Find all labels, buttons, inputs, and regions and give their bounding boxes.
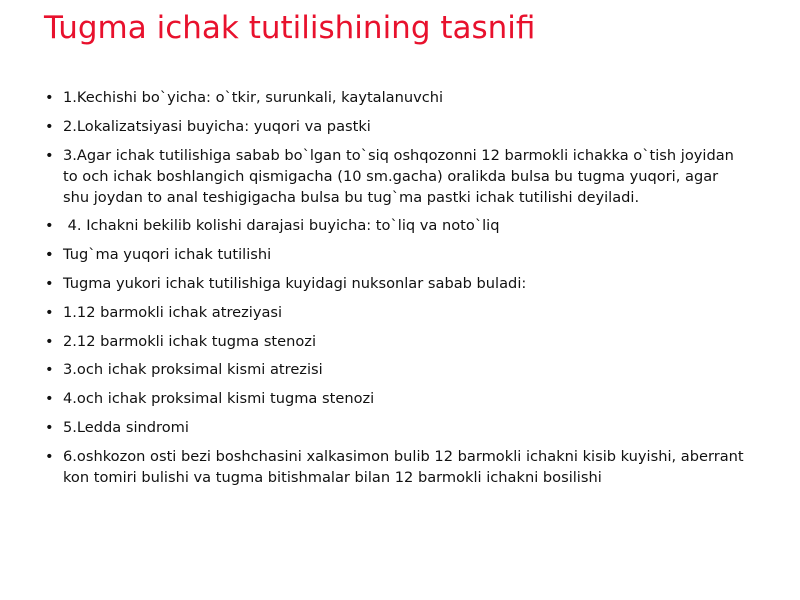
bullet-text: 3.och ichak proksimal kismi atrezisi	[63, 361, 323, 379]
bullet-text: 1.Kechishi bo`yicha: o`tkir, surunkali, kaytalanuvchi	[63, 89, 444, 106]
bullet-item	[45, 388, 745, 409]
bullet-item	[45, 273, 745, 294]
bullet-item	[45, 446, 749, 488]
bullet-text: 2.Lokalizatsiyasi buyicha: yuqori va pastki	[63, 117, 371, 135]
bullet-item	[45, 87, 745, 108]
bullet-item	[45, 302, 745, 323]
bullet-list	[45, 87, 749, 496]
bullet-text: 3.Agar ichak tutilishiga sabab bo`lgan to`siq oshqozonni 12 barmokli ichakka o`tish joyidan to och ichak boshlangich qismigacha (10 sm.gacha) oralikda bulsa bu tugma yuqori, agar shu joydan to anal teshigigacha bulsa bu tug`ma pastki ichak tutilishi deyiladi.	[63, 146, 739, 206]
bullet-item	[45, 145, 745, 208]
bullet-text: 5.Ledda sindromi	[63, 418, 189, 436]
bullet-item	[45, 116, 745, 137]
bullet-item	[45, 417, 745, 438]
bullet-text: 4.och ichak proksimal kismi tugma stenozi	[63, 390, 375, 408]
bullet-text: Tugma yukori ichak tutilishiga kuyidagi nuksonlar sabab buladi:	[63, 274, 527, 292]
bullet-text: 6.oshkozon osti bezi boshchasini xalkasimon bulib 12 barmokli ichakni kisib kuyishi, aberrant kon tomiri bulishi va tugma bitishmalar bilan 12 barmokli ichakni bosilishi	[63, 447, 749, 486]
bullet-text: 2.12 barmokli ichak tugma stenozi	[63, 332, 317, 350]
bullet-text: Tug`ma yuqori ichak tutilishi	[63, 246, 272, 264]
bullet-item	[45, 215, 745, 236]
slide-title: Tugma ichak tutilishining tasnifi	[44, 10, 536, 46]
bullet-item	[45, 244, 745, 265]
bullet-item	[45, 331, 745, 352]
bullet-item	[45, 359, 745, 380]
bullet-text: 1.12 barmokli ichak atreziyasi	[63, 303, 283, 321]
bullet-text: 4. Ichakni bekilib kolishi darajasi buyicha: to`liq va noto`liq	[63, 217, 500, 235]
